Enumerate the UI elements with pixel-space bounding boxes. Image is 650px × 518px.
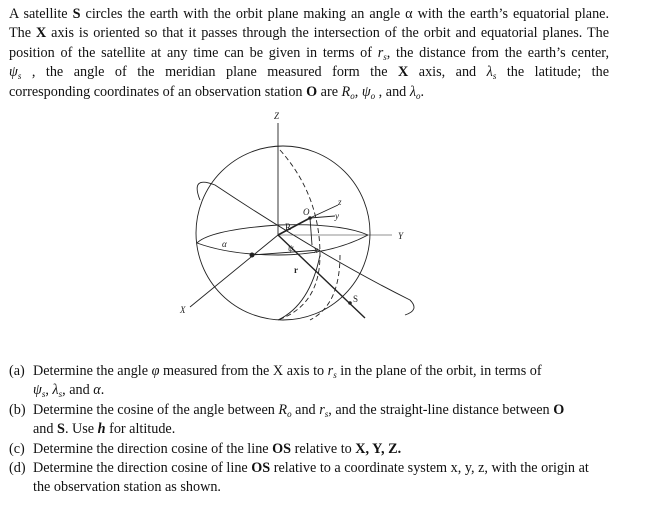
satellite-orbit-diagram xyxy=(170,105,430,325)
math-symbol: $r_s$ xyxy=(319,401,329,419)
problem-statement xyxy=(9,5,609,102)
math-symbol: α xyxy=(93,382,101,399)
svg-text:α: α xyxy=(222,239,227,249)
question-label: (a) xyxy=(9,363,25,379)
question-label: (c) xyxy=(9,440,25,457)
bold-term: X xyxy=(398,64,409,81)
svg-text:r: r xyxy=(294,265,298,275)
question-label: (b) xyxy=(9,401,26,418)
x-axis xyxy=(190,235,278,307)
question-text: Determine the direction cosine of line OS relative to a coordinate system x, y, z, with the origin at the observation station as shown. xyxy=(33,460,589,496)
question-label: (d) xyxy=(9,460,26,477)
intro-line: corresponding coordinates of an observation station O are $R_o$, $\psi_o$ , and $\lambda_o$. xyxy=(9,83,425,101)
math-symbol: $\psi_s$ xyxy=(33,382,46,400)
svg-text:Y: Y xyxy=(398,231,404,241)
math-symbol: $\psi_s$ xyxy=(9,64,22,82)
svg-text:X: X xyxy=(180,305,186,315)
question-list xyxy=(9,362,614,498)
svg-text:x: x xyxy=(314,245,318,255)
intro-line: position of the satellite at any time can be given in terms of $r_s$, the distance from the earth’s center, xyxy=(9,44,609,62)
intro-line: The X axis is oriented so that it passes through the intersection of the orbit and equatorial planes. The xyxy=(9,25,609,42)
bold-term: S xyxy=(72,6,81,22)
bold-term: O xyxy=(306,83,318,100)
question-item xyxy=(9,401,614,440)
bold-term: X, Y, Z. xyxy=(355,440,402,457)
bold-term: O xyxy=(553,401,565,418)
question-text: Determine the angle φ measured from the X axis to $r_s$ in the plane of the orbit, in terms of $\psi_s$, $\lambda_s$, and α. xyxy=(33,363,542,400)
math-symbol: $\psi_o$ xyxy=(361,83,376,101)
r-vector xyxy=(278,218,310,235)
question-text: Determine the cosine of the angle between $R_o$ and $r_s$, and the straight-line distance between O and S. Use h for altitude. xyxy=(33,401,565,438)
svg-text:Z: Z xyxy=(274,111,280,121)
svg-text:O: O xyxy=(303,207,310,217)
bold-italic-term: h xyxy=(97,421,106,438)
bold-term: S xyxy=(57,421,65,438)
math-symbol: $\lambda_o$ xyxy=(409,83,421,101)
svg-text:y: y xyxy=(335,211,339,221)
math-symbol: $r_s$ xyxy=(377,44,387,62)
math-symbol: $R_o$ xyxy=(341,83,355,101)
math-symbol: $R_o$ xyxy=(278,401,292,419)
svg-text:S: S xyxy=(353,294,359,304)
math-symbol: $\lambda_s$ xyxy=(486,64,497,82)
svg-text:R: R xyxy=(285,222,292,232)
question-item xyxy=(9,440,614,459)
intro-line: A satellite S circles the earth with the orbit plane making an angle α with the earth’s equatorial plane. xyxy=(9,6,610,22)
bold-term: OS xyxy=(272,440,292,457)
svg-text:z: z xyxy=(338,197,342,207)
bold-term: OS xyxy=(251,460,271,477)
question-item xyxy=(9,459,614,498)
bold-term: X xyxy=(35,25,47,42)
question-text: Determine the direction cosine of the line OS relative to X, Y, Z. xyxy=(33,440,402,457)
math-symbol: $\lambda_s$ xyxy=(52,382,63,400)
question-item xyxy=(9,362,614,401)
svg-text:ψ: ψ xyxy=(288,243,294,253)
intro-line: $\psi_s$ , the angle of the meridian plane measured form the X axis, and $\lambda_s$ the latitude; the xyxy=(9,64,609,82)
math-symbol: $r_s$ xyxy=(327,363,337,380)
math-symbol: φ xyxy=(151,363,160,379)
